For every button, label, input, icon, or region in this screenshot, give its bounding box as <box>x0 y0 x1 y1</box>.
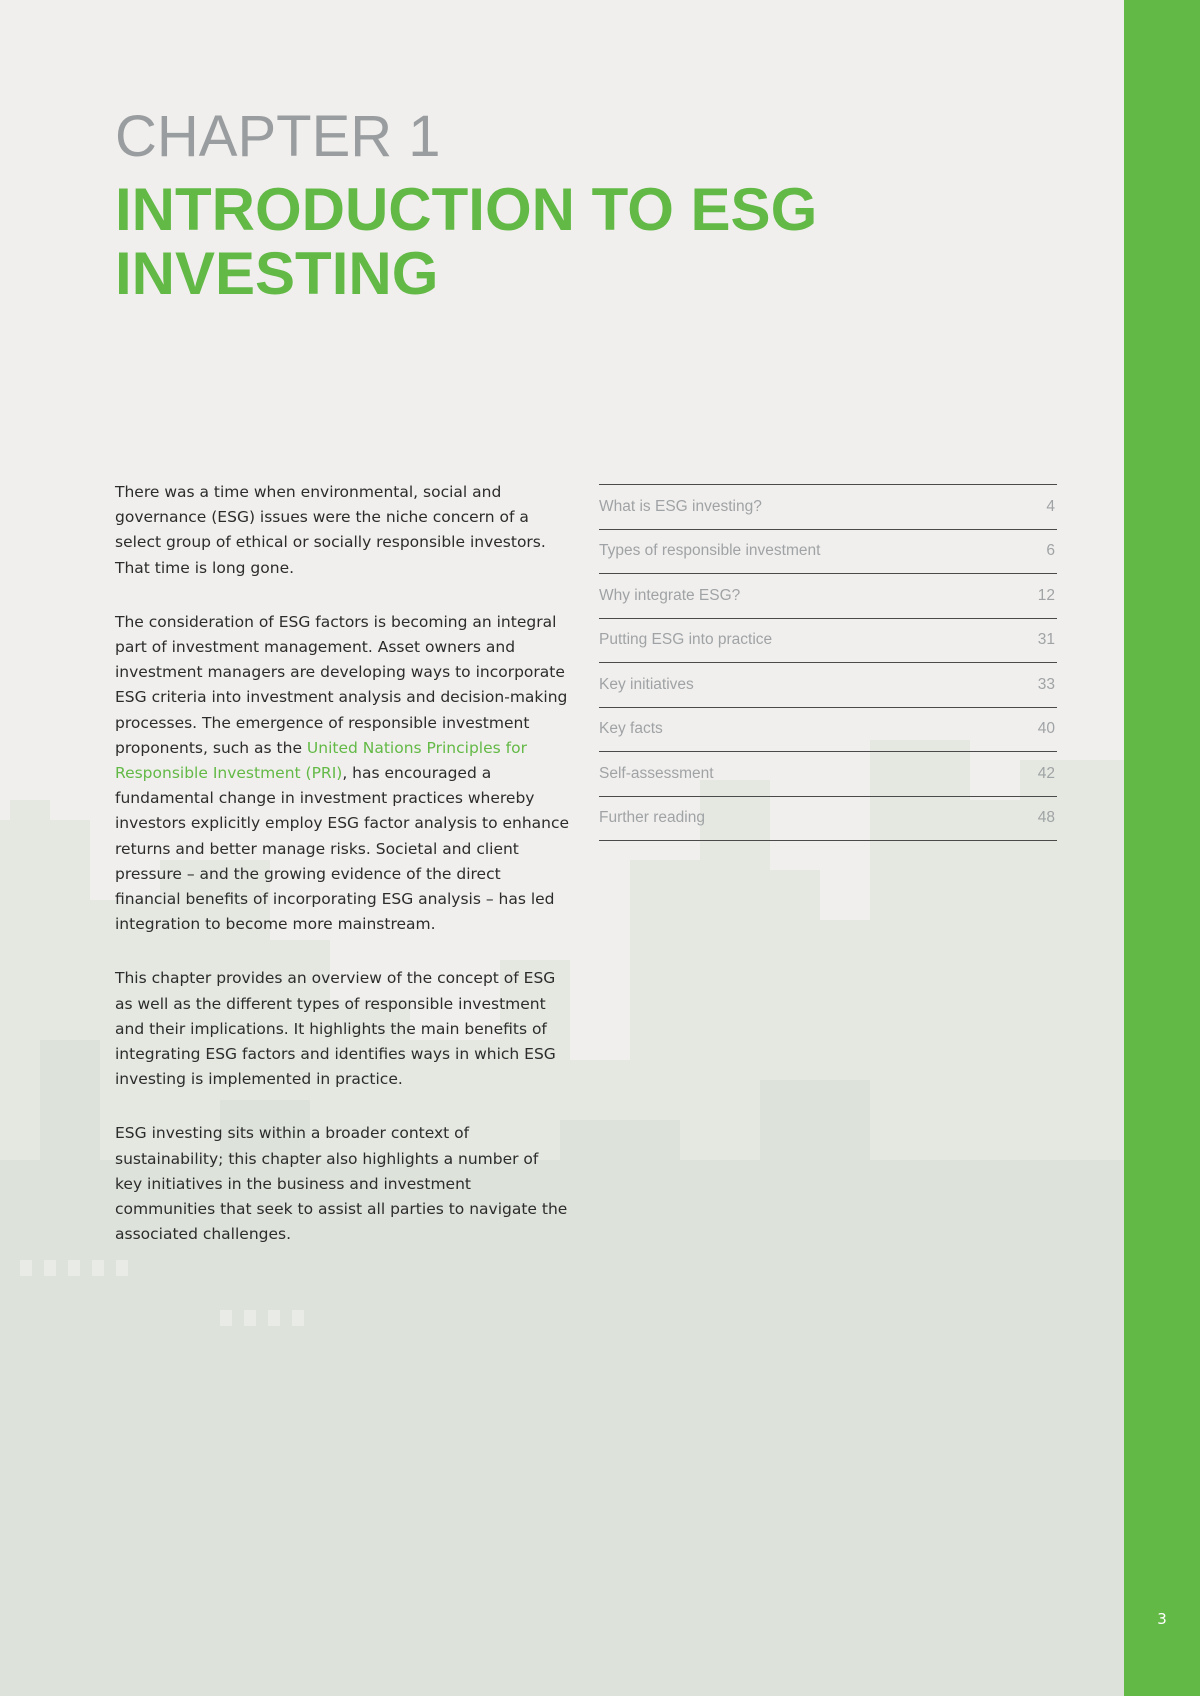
pri-link[interactable]: United Nations Principles for Responsible Investment (PRI) <box>115 738 527 783</box>
toc-item-label: Self-assessment <box>599 764 714 782</box>
chapter-title-line-2: INVESTING <box>115 240 439 307</box>
toc-item-label: Key facts <box>599 720 663 738</box>
toc-item-why-integrate-esg[interactable] <box>599 574 1057 619</box>
paragraph: ESG investing sits within a broader context of sustainability; this chapter also highlights a number of key initiatives in the business and investment communities that seek to assist all parties to navigate the associated challenges. <box>115 1124 568 1244</box>
paragraph-text: The consideration of ESG factors is becoming an integral part of investment management. Asset owners and investment managers are developing ways to incorporate ESG criteria into investment analysis and decision-making processes. The emergence of responsible investment proponents, such as the <box>115 612 568 757</box>
toc-item-putting-esg-into-practice[interactable] <box>599 619 1057 664</box>
toc-item-self-assessment[interactable] <box>599 752 1057 797</box>
toc-item-label: What is ESG investing? <box>599 497 762 515</box>
paragraph: There was a time when environmental, social and governance (ESG) issues were the niche concern of a select group of ethical or socially responsible investors. That time is long gone. <box>115 483 546 577</box>
toc-item-page: 48 <box>1037 809 1055 827</box>
toc-item-types-of-responsible-investment[interactable] <box>599 530 1057 575</box>
chapter-title <box>115 178 835 306</box>
intro-body-text <box>115 480 570 1276</box>
chapter-label: CHAPTER 1 <box>115 104 441 169</box>
toc-item-page: 40 <box>1037 720 1055 738</box>
toc-item-page: 42 <box>1037 764 1055 782</box>
toc-item-further-reading[interactable] <box>599 797 1057 842</box>
toc-item-label: Types of responsible investment <box>599 542 821 560</box>
paragraph <box>115 610 570 938</box>
page-number: 3 <box>1157 1610 1167 1628</box>
toc-item-page: 6 <box>1046 542 1055 560</box>
toc-item-page: 33 <box>1037 675 1055 693</box>
toc-item-what-is-esg-investing[interactable] <box>599 485 1057 530</box>
toc-item-page: 12 <box>1037 586 1055 604</box>
toc-item-label: Further reading <box>599 809 705 827</box>
toc-item-label: Why integrate ESG? <box>599 586 741 604</box>
toc-item-label: Key initiatives <box>599 675 694 693</box>
chapter-title-line-1: INTRODUCTION TO ESG <box>115 176 818 243</box>
chapter-contents-list <box>599 484 1057 841</box>
toc-item-key-facts[interactable] <box>599 708 1057 753</box>
accent-side-bar <box>1124 0 1200 1696</box>
toc-item-label: Putting ESG into practice <box>599 631 773 649</box>
paragraph-text: , has encouraged a fundamental change in investment practices whereby investors explicitly employ ESG factor analysis to enhance returns and better manage risks. Societal and client pressure – and the growing evidence of the direct financial benefits of incorporating ESG analysis – has led integration to become more mainstream. <box>115 764 570 934</box>
toc-item-page: 31 <box>1037 631 1055 649</box>
toc-item-key-initiatives[interactable] <box>599 663 1057 708</box>
paragraph: This chapter provides an overview of the concept of ESG as well as the different types of responsible investment and their implications. It highlights the main benefits of integrating ESG factors and identifies ways in which ESG investing is implemented in practice. <box>115 969 556 1089</box>
toc-item-page: 4 <box>1046 497 1055 515</box>
